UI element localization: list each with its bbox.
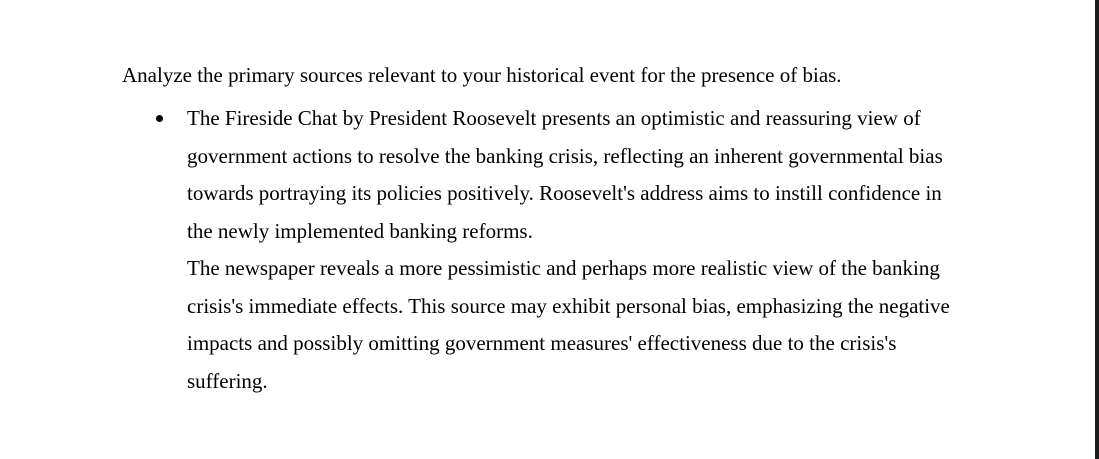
fireside-chat-paragraph: The Fireside Chat by President Roosevelt presents an optimistic and reassuring view of government actions to resolve the banking crisis, reflecting an inherent governmental bias towards portraying its policies positively. Roosevelt's address aims to instill confidence in the newly implemented banking reforms. xyxy=(187,106,943,243)
list-item xyxy=(154,100,954,400)
bullet-list xyxy=(154,100,954,400)
window-edge xyxy=(1095,0,1099,459)
intro-text: Analyze the primary sources relevant to your historical event for the presence of bias. xyxy=(122,63,842,87)
newspaper-paragraph: The newspaper reveals a more pessimistic and perhaps more realistic view of the banking crisis's immediate effects. This source may exhibit personal bias, emphasizing the negative impacts and possibly omitting government measures' effectiveness due to the crisis's suffering. xyxy=(187,256,950,393)
bullet-icon xyxy=(156,115,163,122)
